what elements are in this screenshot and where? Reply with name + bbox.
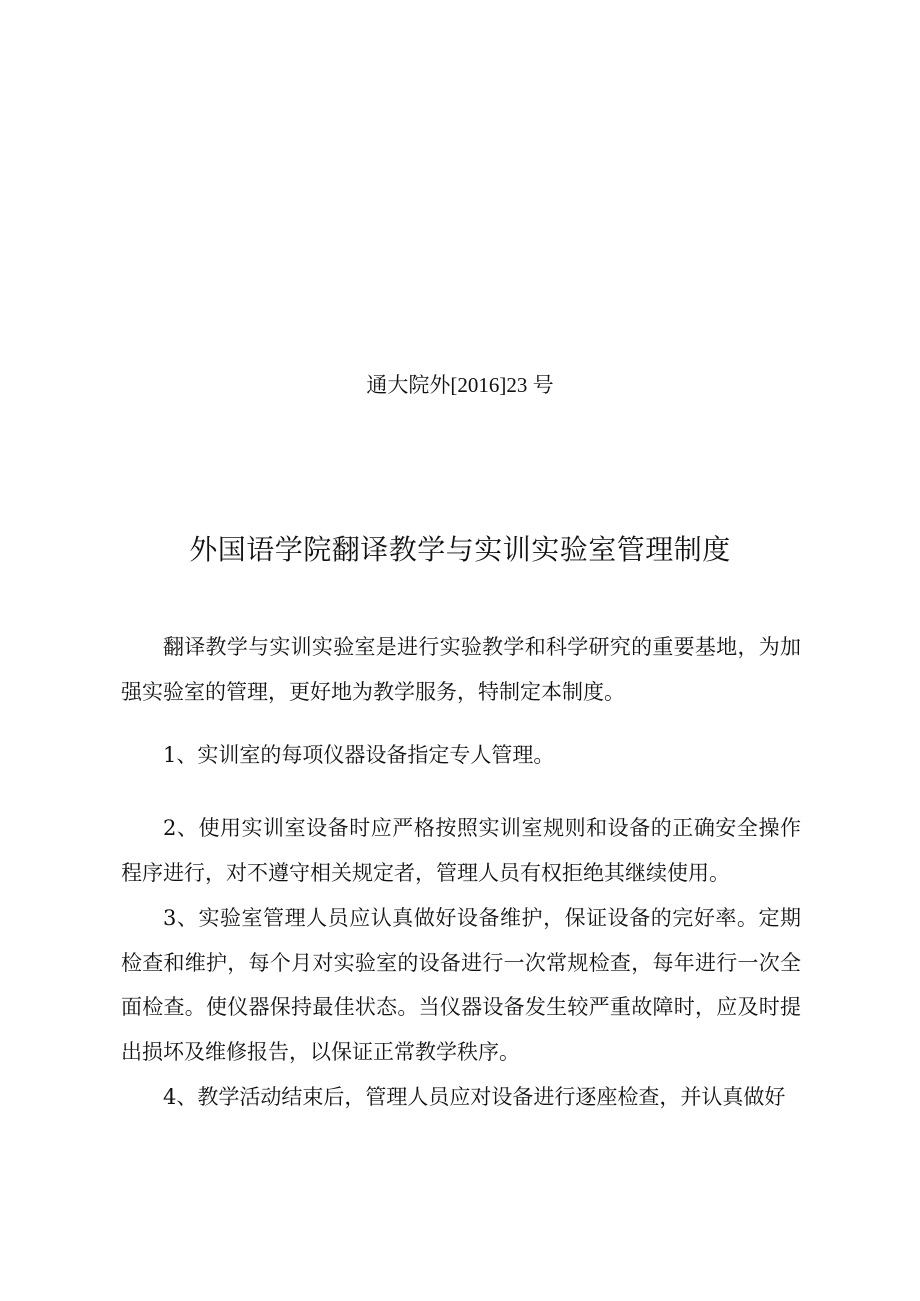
document-number: 通大院外[2016]23 号 — [366, 373, 554, 397]
paragraph-item-1-text: 1、实训室的每项仪器设备指定专人管理。 — [163, 743, 555, 767]
paragraph-item-2-text: 2、使用实训室设备时应严格按照实训室规则和设备的正确安全操作程序进行，对不遵守相关规定者，管理人员有权拒绝其继续使用。 — [121, 816, 801, 885]
paragraph-item-4 — [121, 1075, 801, 1120]
paragraph-intro — [121, 625, 801, 714]
paragraph-item-3 — [121, 896, 801, 1074]
paragraph-item-3-text: 3、实验室管理人员应认真做好设备维护，保证设备的完好率。定期检查和维护，每个月对实验室的设备进行一次常规检查，每年进行一次全面检查。使仪器保持最佳状态。当仪器设备发生较严重故障时，应及时提出损坏及维修报告，以保证正常教学秩序。 — [121, 906, 801, 1064]
document-title: 外国语学院翻译教学与实训实验室管理制度 — [189, 533, 731, 566]
paragraph-intro-text: 翻译教学与实训实验室是进行实验教学和科学研究的重要基地，为加强实验室的管理，更好地为教学服务，特制定本制度。 — [121, 635, 801, 704]
paragraph-item-1 — [121, 733, 801, 778]
paragraph-item-4-text: 4、教学活动结束后，管理人员应对设备进行逐座检查，并认真做好 — [163, 1085, 786, 1109]
paragraph-item-2 — [121, 806, 801, 895]
